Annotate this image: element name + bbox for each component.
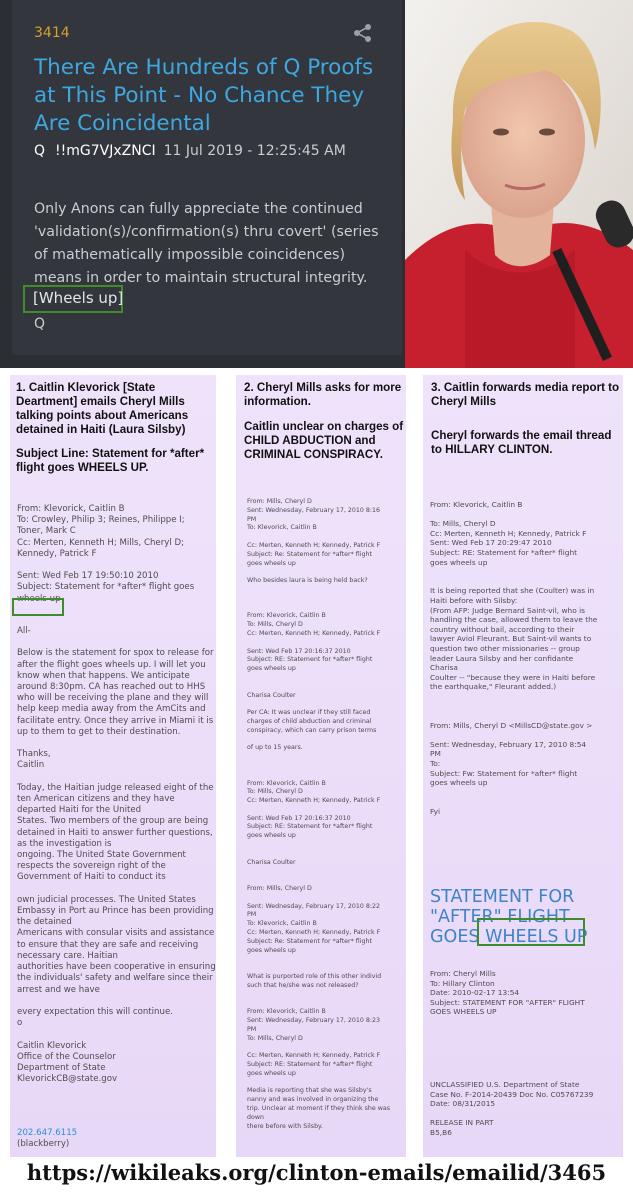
column-1-email-header: From: Klevorick, Caitlin B To: Crowley, Philip 3; Reines, Philippe I; Toner, Mark C Cc: Merten, Kenneth H; Mills, Cheryl D; Kennedy, Patrick F Sent: Wed Feb 17 19:50:10 2010 Subject: Statement for *after* flight goes wheels up xyxy=(17,504,195,604)
share-icon[interactable] xyxy=(352,22,374,44)
column-3-email-thread: From: Klevorick, Caitlin B To: Mills, Cheryl D Cc: Merten, Kenneth H; Kennedy, Patrick F Sent: Wed Feb 17 20:29:47 2010 Subject: RE: Statement for *after* flight goes wheels up It is being reported that she (Coulter) was in Haiti before with Silsby: (From AFP: Judge Bernard Saint-vil, who is handling the case, allowed them to leave the country without bail, according to their lawyer Aviol Fleurant. But Saint-vil wants to question two other missionaries -- group leader Laura Silsby and her confidante Charisa Coulter -- "because they were in Haiti before the earthquake," Fleurant added.) From: Mills, Cheryl D <MillsCD@state.gov > Sent: Wednesday, February 17, 2010 8:54 PM To: Subject: Fw: Statement for *after* flight goes wheels up Fyi xyxy=(430,500,598,816)
column-1-heading: 1. Caitlin Klevorick [State Deartment] emails Cheryl Mills talking points about Americans detained in Haiti (Laura Silsby) xyxy=(16,381,189,436)
post-signature: Q xyxy=(34,316,46,332)
wheels-up-highlight-box xyxy=(477,918,585,946)
post-number[interactable]: 3414 xyxy=(34,25,70,41)
post-tripcode: !!mG7VJxZNCI xyxy=(55,143,156,159)
phone-link[interactable]: 202.647.6115 xyxy=(17,1128,78,1138)
column-1-subheading: Subject Line: Statement for *after* flight goes WHEELS UP. xyxy=(16,447,205,474)
post-body: Only Anons can fully appreciate the continued 'validation(s)/confirmation(s) thru covert' (series of mathematically impossible coincidences) means in order to maintain structural integrity. xyxy=(34,201,379,286)
post-author: Q xyxy=(34,143,46,159)
statement-heading: STATEMENT FOR "AFTER" FLIGHT GOES WHEELS UP xyxy=(430,887,588,947)
column-1-email-body: All- Below is the statement for spox to release for after the flight goes wheels up. I will let you know when that happens. We anticipate around 8:30pm. CA has reached out to HHS who will be receiving the plane and they will help keep media away from the AmCits and facilitate entry. Once they arrive in Miami it is up to them to get to their destination. Thanks, Caitlin Today, the Haitian judge released eight of the ten American citizens and they have departed Haiti for the United States. Two members of the group are being detained in Haiti to answer further questions, as the investigation is ongoing. The United State Government respects the sovereign right of the Government of Haiti to conduct its own judicial processes. The United States Embassy in Port au Prince has been providing the detained Americans with consular visits and assistance to ensure that they are safe and receiving necessary care. Haitian authorities have been cooperative in ensuring the individuals' safety and welfare since their arrest and we have every expectation this will continue. o Caitlin Klevorick Office of the Counselor Department of State KlevorickCB@state.gov xyxy=(17,626,216,1085)
post-title[interactable]: There Are Hundreds of Q Proofs at This Point - No Chance They Are Coincidental xyxy=(34,55,374,136)
column-3-doc-footer: UNCLASSIFIED U.S. Department of State Case No. F-2014-20439 Doc No. C05767239 Date: 08/31/2015 RELEASE IN PART B5,B6 xyxy=(430,1080,594,1137)
post-date: 11 Jul 2019 - 12:25:45 AM xyxy=(163,143,346,159)
column-2-heading: 2. Cheryl Mills asks for more information. xyxy=(244,381,402,408)
wheels-up-highlight-box xyxy=(12,598,64,616)
column-3-subheading: Cheryl forwards the email thread to HILLARY CLINTON. xyxy=(431,429,612,456)
source-url[interactable]: https://wikileaks.org/clinton-emails/emailid/3465 xyxy=(26,1160,607,1185)
column-3-heading: 3. Caitlin forwards media report to Cheryl Mills xyxy=(431,381,620,408)
device-note: (blackberry) xyxy=(17,1139,70,1149)
wheels-up-text: [Wheels up] xyxy=(33,289,124,307)
column-3-statement-email: From: Cheryl Mills To: Hillary Clinton Date: 2010-02-17 13:54 Subject: STATEMENT FOR "AFTER" FLIGHT GOES WHEELS UP xyxy=(430,969,585,1017)
post-meta xyxy=(34,143,346,159)
column-2-email-thread: From: Mills, Cheryl D Sent: Wednesday, February 17, 2010 8:16 PM To: Klevorick, Caitlin B Cc: Merten, Kenneth H; Kennedy, Patrick F Subject: Re: Statement for *after* flight goes wheels up Who besides laura is being held back? From: Klevorick, Caitlin B To: Mills, Cheryl D Cc: Merten, Kenneth H; Kennedy, Patrick F Sent: Wed Feb 17 20:16:37 2010 Subject: RE: Statement for *after* flight goes wheels up Charisa Coulter Per CA: It was unclear if they still faced charges of child abduction and criminal conspiracy, which can carry prison terms of up to 15 years. From: Klevorick, Caitlin B To: Mills, Cheryl D Cc: Merten, Kenneth H; Kennedy, Patrick F Sent: Wed Feb 17 20:16:37 2010 Subject: RE: Statement for *after* flight goes wheels up Charisa Coulter From: Mills, Cheryl D Sent: Wednesday, February 17, 2010 8:22 PM To: Klevorick, Caitlin B Cc: Merten, Kenneth H; Kennedy, Patrick F Subject: Re: Statement for *after* flight goes wheels up What is purported role of this other individ such that he/she was not released? From: Klevorick, Caitlin B Sent: Wednesday, February 17, 2010 8:23 PM To: Mills, Cheryl D Cc: Merten, Kenneth H; Kennedy, Patrick F Subject: RE: Statement for *after* flight goes wheels up Media is reporting that she was Silsby's nanny and was involved in organizing the trip. Unclear at moment if they think she was down there before with Silsby. xyxy=(247,498,391,1130)
column-2-subheading: Caitlin unclear on charges of CHILD ABDUCTION and CRIMINAL CONSPIRACY. xyxy=(244,420,404,461)
portrait-photo xyxy=(405,0,633,368)
